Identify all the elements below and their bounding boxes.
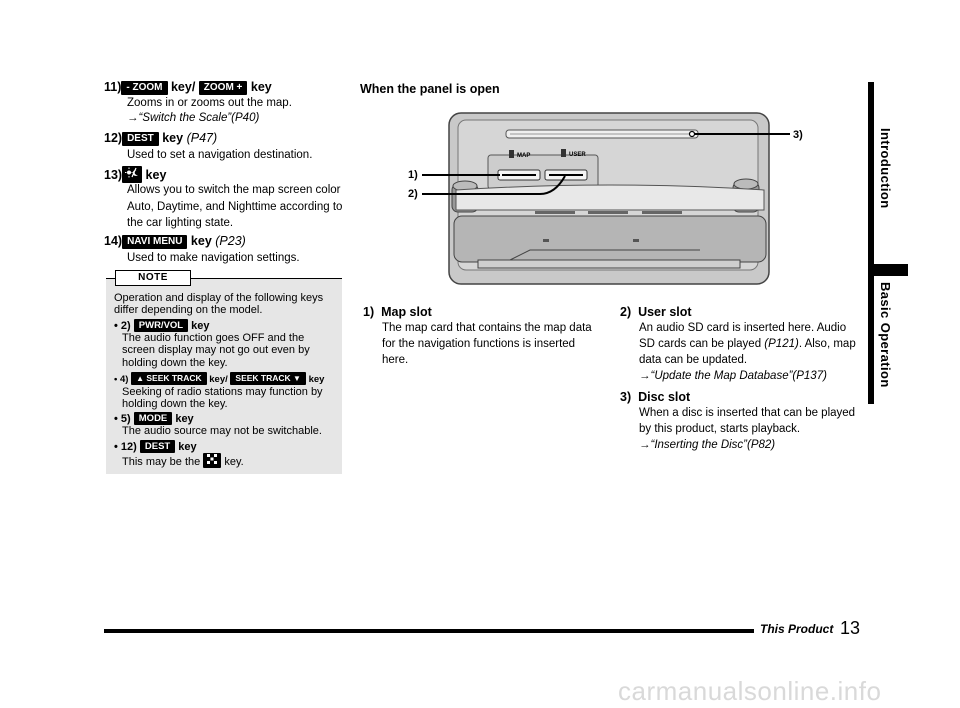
user-card-icon xyxy=(561,149,566,157)
map-slot-desc-line1: The map card that contains the map data xyxy=(382,322,592,334)
item-11-desc: Zooms in or zooms out the map. xyxy=(127,97,292,109)
note-bullet-mode: • 5) MODE key xyxy=(114,413,194,425)
note-dest-line1: This may be the key. xyxy=(122,453,244,469)
disc-slot-ref: →“Inserting the Disc”(P82) xyxy=(639,439,776,451)
map-slot-desc-line2: for the navigation functions is inserted xyxy=(382,338,576,350)
zoom-plus-key: ZOOM + xyxy=(199,81,248,95)
footer-section-label: This Product xyxy=(760,622,834,636)
seek-track-up-key: ▲ SEEK TRACK xyxy=(131,372,207,385)
map-slot-heading: 1) Map slot xyxy=(363,305,432,319)
map-card-icon xyxy=(509,150,514,158)
dest-key-note: DEST xyxy=(140,440,175,453)
mode-key: MODE xyxy=(134,412,173,425)
disc-slot-desc-line2: by this product, starts playback. xyxy=(639,423,801,435)
item-12-heading: 12) DEST key (P47) xyxy=(104,131,218,145)
front-flap xyxy=(456,185,764,210)
day-night-key-icon xyxy=(122,166,142,183)
item-13-desc-line3: the car lighting state. xyxy=(127,217,234,229)
note-intro-line2: differ depending on the model. xyxy=(114,304,263,316)
lower-body xyxy=(454,216,766,262)
note-bullet-dest: • 12) DEST key xyxy=(114,441,197,453)
navi-menu-key: NAVI MENU xyxy=(122,235,187,249)
item-11-ref: →“Switch the Scale”(P40) xyxy=(127,112,260,124)
note-seek-line2: holding down the key. xyxy=(122,398,228,410)
sidebar-rule-intro xyxy=(868,82,874,264)
user-slot-desc-line1: An audio SD card is inserted here. Audio xyxy=(639,322,847,334)
user-slot-label: USER xyxy=(569,152,586,158)
item-14-desc: Used to make navigation settings. xyxy=(127,252,300,264)
zoom-minus-key: - ZOOM xyxy=(121,81,167,95)
device-panel-illustration xyxy=(400,110,810,288)
pwr-vol-key: PWR/VOL xyxy=(134,319,188,332)
dest-key: DEST xyxy=(122,132,159,146)
footer-rule xyxy=(104,629,754,633)
note-intro-line1: Operation and display of the following keys xyxy=(114,292,324,304)
item-11-heading: 11) - ZOOM key/ ZOOM + key xyxy=(104,80,272,94)
callout-2: 2) xyxy=(408,188,418,200)
note-bullet-pwr: • 2) PWR/VOL key xyxy=(114,320,210,332)
map-slot-label: MAP xyxy=(517,153,531,159)
note-mode-line1: The audio source may not be switchable. xyxy=(122,425,322,437)
map-slot-desc-line3: here. xyxy=(382,354,409,366)
sidebar-active-marker xyxy=(868,264,908,276)
item-13-heading: 13) key xyxy=(104,168,167,182)
user-slot-ref: →“Update the Map Database”(P137) xyxy=(639,370,827,382)
panel-open-heading: When the panel is open xyxy=(360,82,500,96)
disc-slot-desc-line1: When a disc is inserted that can be played xyxy=(639,407,856,419)
user-slot-desc-line3: data can be updated. xyxy=(639,354,748,366)
user-slot-heading: 2) User slot xyxy=(620,305,692,319)
note-seek-line1: Seeking of radio stations may function by xyxy=(122,386,323,398)
disc-slot-heading: 3) Disc slot xyxy=(620,390,691,404)
watermark: carmanualsonline.info xyxy=(618,676,882,706)
seek-track-down-key: SEEK TRACK ▼ xyxy=(230,372,306,385)
callout-3: 3) xyxy=(793,129,803,141)
item-14-heading: 14) NAVI MENU key (P23) xyxy=(104,234,246,248)
item-13-desc-line2: Auto, Daytime, and Nighttime according to xyxy=(127,201,343,213)
note-pwr-line1: The audio function goes OFF and the xyxy=(122,332,305,344)
note-bullet-seek: • 4) ▲ SEEK TRACK key/ SEEK TRACK ▼ key xyxy=(114,373,325,385)
note-pwr-line2: screen display may not go out even by xyxy=(122,344,310,356)
callout-1: 1) xyxy=(408,169,418,181)
item-12-desc: Used to set a navigation destination. xyxy=(127,149,313,161)
page-number: 13 xyxy=(840,618,861,638)
sidebar-tab-introduction: Introduction xyxy=(878,128,893,209)
sidebar-tab-basic-operation: Basic Operation xyxy=(878,282,893,388)
note-pwr-line3: holding down the key. xyxy=(122,357,228,369)
note-label: NOTE xyxy=(115,270,191,286)
map-grid-key-icon xyxy=(203,453,221,468)
item-13-desc-line1: Allows you to switch the map screen color xyxy=(127,184,341,196)
sidebar-rule-basic xyxy=(868,276,874,404)
bottom-rail xyxy=(478,260,740,268)
user-slot-desc-line2: SD cards can be played (P121). Also, map xyxy=(639,338,856,350)
